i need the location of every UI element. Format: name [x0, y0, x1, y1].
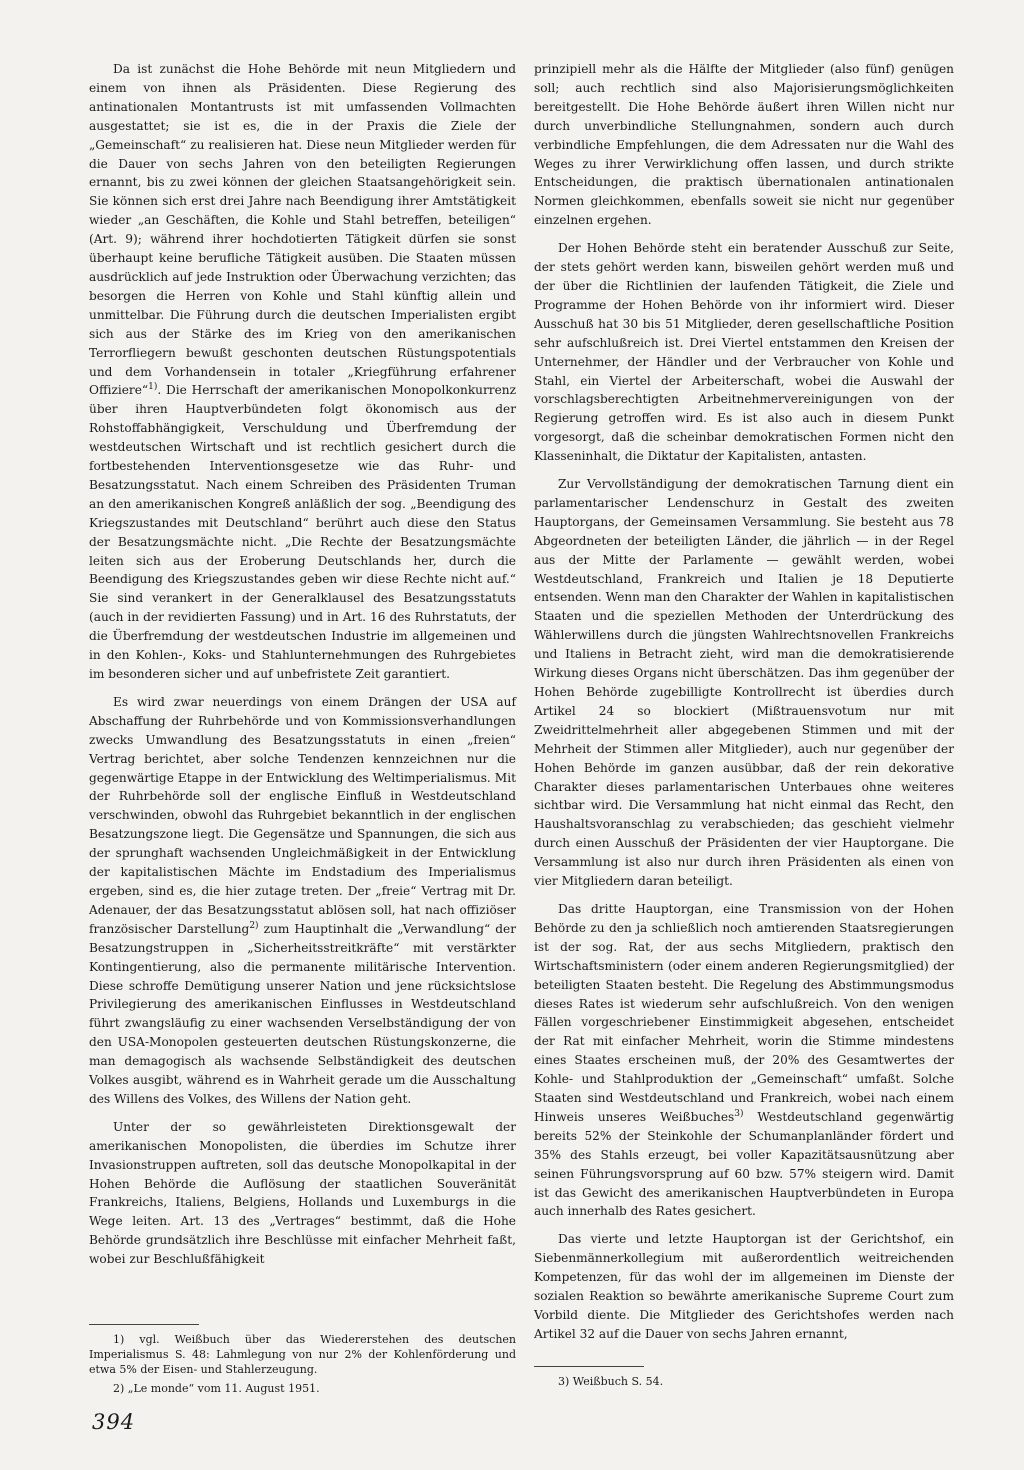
paragraph-text: Das dritte Hauptorgan, eine Transmission von der Hohen Behörde zu den ja schließlich noch amtierenden Staatsregierungen ist der sog. Rat, der aus sechs Mitgliedern, praktisch den Wirtschaftsministern (oder einem anderen Regierungsmitglied) der beteiligten Staaten besteht. Die Regelung des Abstimmungsmodus dieses Rates ist wiederum sehr aufschlußreich. Von den wenigen Fällen vorgeschriebener Einstimmigkeit abgesehen, entscheidet der Rat mit einfacher Mehrheit, worin die Stimme mindestens eines Staates erscheinen muß, der 20% des Gesamtwertes der Kohle- und Stahlproduktion der „Gemeinschaft“ umfaßt. Solche Staaten sind Westdeutschland und Frankreich, wobei nach einem Hinweis unseres Weißbuches — [534, 901, 954, 1124]
paragraph — [89, 693, 516, 1109]
footnote: 1) vgl. Weißbuch über das Wiedererstehen des deutschen Imperialismus S. 48: Lahmlegung von nur 2% der Kohlenförderung und etwa 5% der Eisen- und Stahlerzeugung. — [89, 1333, 516, 1376]
paragraph: prinzipiell mehr als die Hälfte der Mitglieder (also fünf) genügen soll; auch rechtlich sind also Majorisierungsmöglichkeiten bereitgestellt. Die Hohe Behörde äußert ihren Willen nicht nur durch unverbindliche Stellungnahmen, sondern auch durch verbindliche Empfehlungen, die dem Adressaten nur die Wahl des Weges zu ihrer Verwirklichung offen lassen, und durch strikte Entscheidungen, die praktisch übernationalen antinationalen Normen gleichkommen, ebenfalls soweit sie nicht nur gegenüber einzelnen ergehen. — [534, 62, 954, 228]
paragraph-text: . Die Herrschaft der amerikanischen Monopolkonkurrenz über ihren Hauptverbündeten folgt ökonomisch aus der Rohstoffabhängigkeit, Verschuldung und Überfremdung der westdeutschen Wirtschaft und ist rechtlich gesichert durch die fortbestehenden Interventionsgesetze wie das Ruhr- und Besatzungsstatut. Nach einem Schreiben des Präsidenten Truman an den amerikanischen Kongreß anläßlich der sog. „Beendigung des Kriegszustandes mit Deutschland“ berührt auch diese den Status der Besatzungsmächte nicht. „Die Rechte der Besatzungsmächte leiten sich aus der Eroberung Deutschlands her, durch die Beendigung des Kriegszustandes geben wir diese Rechte nicht auf.“ Sie sind verankert in der Generalklausel des Besatzungsstatuts (auch in der revidierten Fassung) und in Art. 16 des Ruhrstatuts, der die Überfremdung der westdeutschen Industrie im allgemeinen und in den Kohlen-, Koks- und Stahlunternehmungen des Ruhrgebietes im besonderen sicher und auf unbefristete Zeit garantiert. — [89, 383, 516, 681]
paragraph-text: Es wird zwar neuerdings von einem Drängen der USA auf Abschaffung der Ruhrbehörde und von Kommissionsverhandlungen zwecks Umwandlung des Besatzungsstatuts in einen „freien“ Vertrag berichtet, aber solche Tendenzen kennzeichnen nur die gegenwärtige Etappe in der Entwicklung des Weltimperialismus. Mit der Ruhrbehörde soll der englische Einfluß in Westdeutschland verschwinden, obwohl das Ruhrgebiet bekanntlich in der englischen Besatzungszone liegt. Die Gegensätze und Spannungen, die sich aus der sprunghaft wachsenden Ungleichmäßigkeit in der Entwicklung der kapitalistischen Mächte im Endstadium des Imperialismus ergeben, sind es, die hier zutage treten. Der „freie“ Vertrag mit Dr. Adenauer, der das Besatzungsstatut ablösen soll, hat nach offiziöser französischer Darstellung — [89, 694, 516, 936]
left-column — [89, 60, 516, 1278]
paragraph — [534, 900, 954, 1221]
right-column — [534, 60, 954, 1353]
footnotes-left — [89, 1332, 516, 1400]
paragraph-text: Westdeutschland gegenwärtig bereits 52% der Steinkohle der Schumanplanländer fördert und 35% des Stahls erzeugt, bei voller Kapazitätsausnützung aber seinen Führungsvorsprung auf 60 bzw. 57% steigern wird. Damit ist das Gewicht des amerikanischen Hauptverbündeten in Europa auch innerhalb des Rates gesichert. — [534, 1109, 954, 1219]
paragraph — [89, 60, 516, 684]
paragraph: Der Hohen Behörde steht ein beratender Ausschuß zur Seite, der stets gehört werden kann, bisweilen gehört werden muß und der über die Richtlinien der laufenden Tätigkeit, die Ziele und Programme der Hohen Behörde von ihr informiert wird. Dieser Ausschuß hat 30 bis 51 Mitglieder, deren gesellschaftliche Position sehr aufschlußreich ist. Drei Viertel entstammen den Kreisen der Unternehmer, der Händler und der Verbraucher von Kohle und Stahl, ein Viertel der Arbeiterschaft, wobei die Auswahl der vorschlagsberechtigten Arbeitnehmervereinigungen von der Regierung getroffen wird. Es ist also auch in diesem Punkt vorgesorgt, daß die scheinbar demokratischen Formen nicht den Klasseninhalt, die Diktatur der Kapitalisten, antasten. — [534, 241, 954, 464]
footnote-ref: 2) — [249, 920, 259, 931]
page-number: 394 — [92, 1410, 136, 1434]
footnote-ref: 1) — [148, 382, 158, 393]
paragraph-text: zum Hauptinhalt die „Verwandlung“ der Besatzungstruppen in „Sicherheitsstreitkräfte“ mit verstärkter Kontingentierung, also die permanente militärische Intervention. Diese schroffe Demütigung unserer Nation und jene rücksichtslose Privilegierung des amerikanischen Einflusses in Westdeutschland führt zwangsläufig zu einer wachsenden Verselbständigung der von den USA-Monopolen gesteuerten deutschen Rüstungskonzerne, die man demagogisch als wachsende Selbständigkeit des deutschen Volkes ausgibt, während es in Wahrheit gerade um die Ausschaltung des Willens des Volkes, des Willens der Nation geht. — [89, 921, 516, 1106]
paragraph: Unter der so gewährleisteten Direktionsgewalt der amerikanischen Monopolisten, die überdies im Schutze ihrer Invasionstruppen auftreten, soll das deutsche Monopolkapital in der Hohen Behörde die Auflösung der staatlichen Souveränität Frankreichs, Italiens, Belgiens, Hollands und Luxemburgs in die Wege leiten. Art. 13 des „Vertrages“ bestimmt, daß die Hohe Behörde grundsätzlich ihre Beschlüsse mit einfacher Mehrheit faßt, wobei zur Beschlußfähigkeit — [89, 1119, 516, 1267]
footnotes-right — [534, 1374, 954, 1393]
paragraph-text: Da ist zunächst die Hohe Behörde mit neun Mitgliedern und einem von ihnen als Präsidenten. Diese Regierung des antinationalen Montantrusts ist mit umfassenden Vollmachten ausgestattet; sie ist es, die in der Praxis die Ziele der „Gemeinschaft“ zu realisieren hat. Diese neun Mitglieder werden für die Dauer von sechs Jahren von den beteiligten Regierungen ernannt, bis zu zwei können der gleichen Staatsangehörigkeit sein. Sie können sich erst drei Jahre nach Beendigung ihrer Amtstätigkeit wieder „an Geschäften, die Kohle und Stahl betreffen, beteiligen“ (Art. 9); während ihrer hochdotierten Tätigkeit dürfen sie sonst überhaupt keine berufliche Tätigkeit ausüben. Die Staaten müssen ausdrücklich auf jede Instruktion oder Überwachung verzichten; das besorgen die Herren von Kohle und Stahl künftig allein und unmittelbar. Die Führung durch die deutschen Imperialisten ergibt sich aus der Stärke des im Krieg von den amerikanischen Terrorfliegern bewußt geschonten deutschen Rüstungspotentials und dem Vorhandensein in totaler „Kriegführung erfahrener Offiziere“ — [89, 62, 516, 398]
paragraph: Zur Vervollständigung der demokratischen Tarnung dient ein parlamentarischer Lendenschurz in Gestalt des zweiten Hauptorgans, der Gemeinsamen Versammlung. Sie besteht aus 78 Abgeordneten der beteiligten Länder, die jährlich — in der Regel aus der Mitte der Parlamente — gewählt werden, wobei Westdeutschland, Frankreich und Italien je 18 Deputierte entsenden. Wenn man den Charakter der Wahlen in kapitalistischen Staaten und die speziellen Methoden der Unterdrückung des Wählerwillens durch die jüngsten Wahlrechtsnovellen Frankreichs und Italiens in Betracht zieht, wird man die demokratisierende Wirkung dieses Organs nicht überschätzen. Das ihm gegenüber der Hohen Behörde zugebilligte Kontrollrecht ist überdies durch Artikel 24 so blockiert (Mißtrauensvotum nur mit Zweidrittelmehrheit aller abgegebenen Stimmen und mit der Mehrheit der Stimmen aller Mitglieder), auch nur gegenüber der Hohen Behörde im ganzen ausübbar, daß der rein dekorative Charakter dieses parlamentarischen Unterbaues ohne weiteres sichtbar wird. Die Versammlung hat nicht einmal das Recht, den Haushaltsvoranschlag zu verabschieden; das geschieht vielmehr durch einen Ausschuß der Präsidenten der vier Hauptorgane. Die Versammlung ist also nur durch ihren Präsidenten als einen von vier Mitgliedern daran beteiligt. — [534, 477, 954, 889]
paragraph: Das vierte und letzte Hauptorgan ist der Gerichtshof, ein Siebenmännerkollegium mit außerordentlich weitreichenden Kompetenzen, für das wohl der im allgemeinen im Dienste der sozialen Reaktion so bewährte amerikanische Supreme Court zum Vorbild diente. Die Mitglieder des Gerichtshofes werden nach Artikel 32 auf die Dauer von sechs Jahren ernannt, — [534, 1232, 954, 1341]
footnote: 3) Weißbuch S. 54. — [558, 1375, 664, 1388]
footnote-rule — [89, 1324, 199, 1325]
footnote-ref: 3) — [734, 1108, 744, 1119]
footnote: 2) „Le monde“ vom 11. August 1951. — [113, 1382, 320, 1395]
footnote-rule — [534, 1366, 644, 1367]
